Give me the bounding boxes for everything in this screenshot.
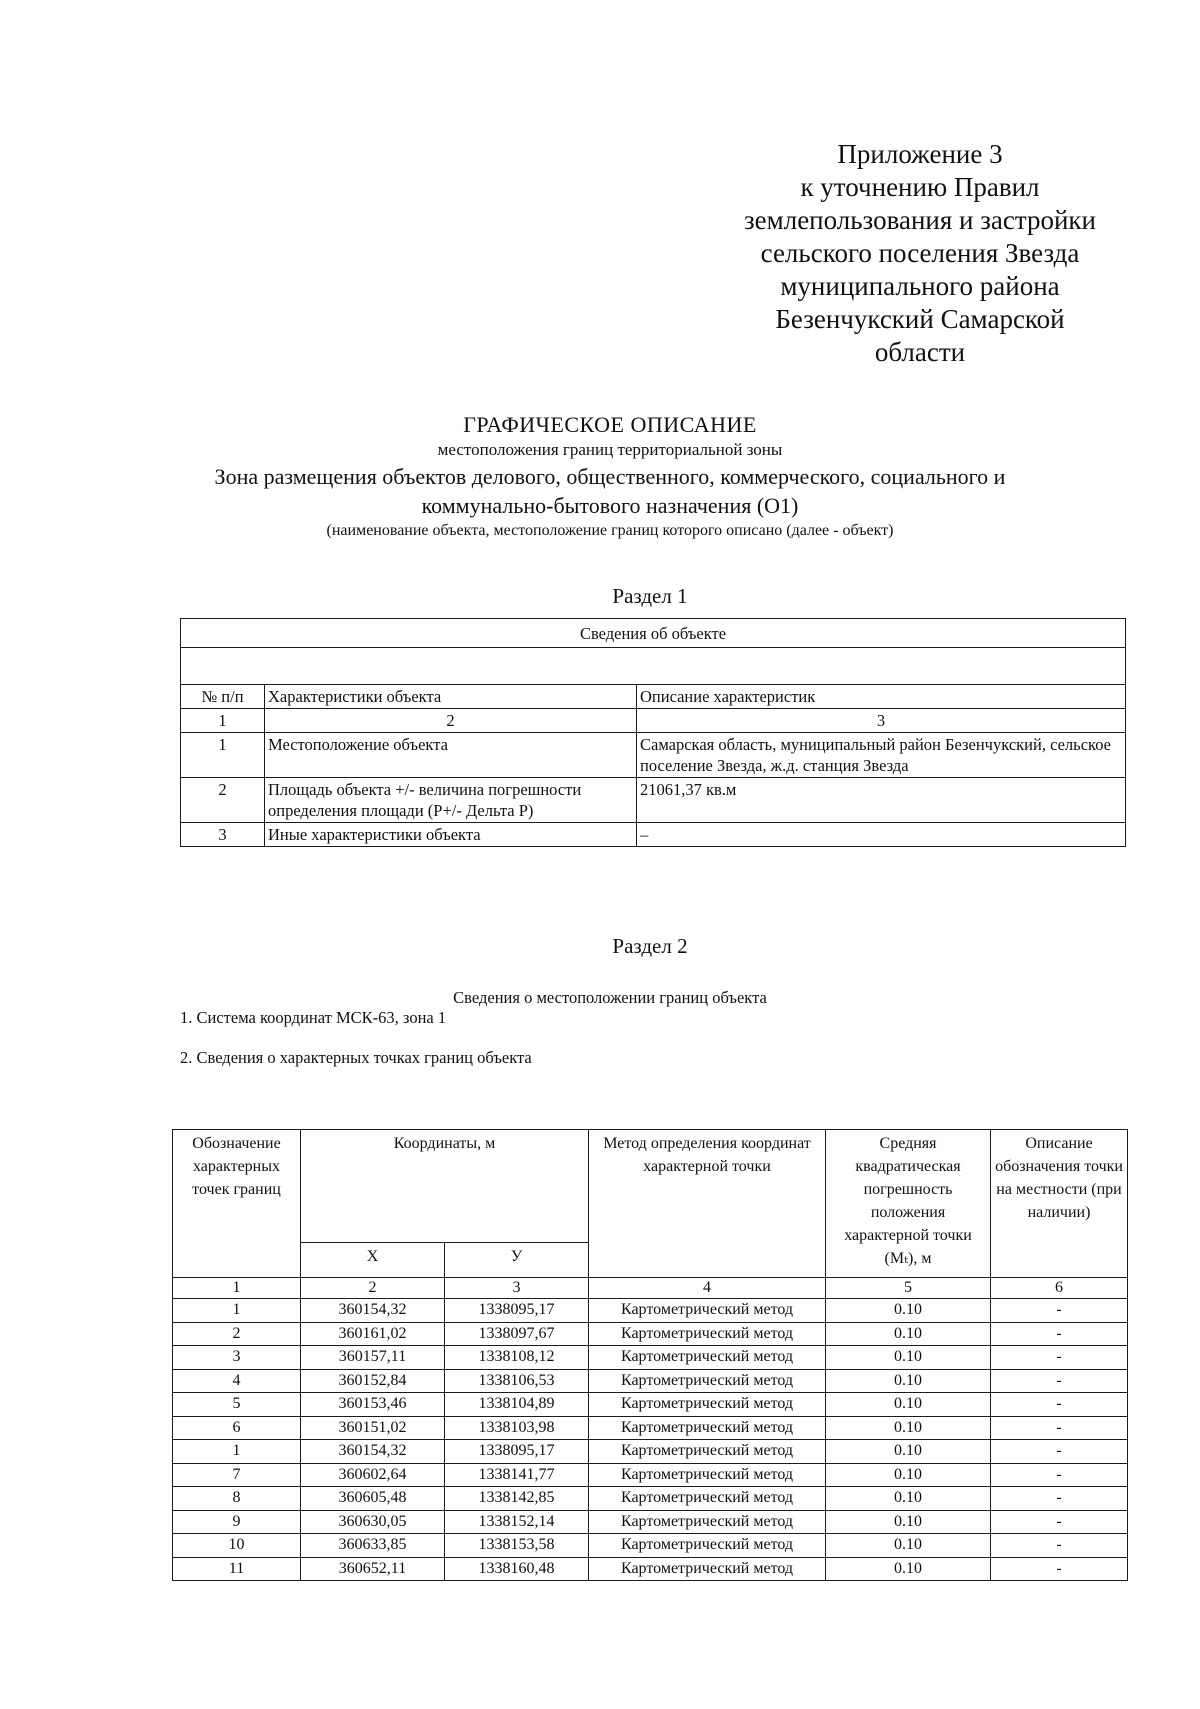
- table-row: [173, 1369, 1128, 1393]
- point-header: Обозначение характерных точек границ: [173, 1130, 301, 1278]
- column-number: 5: [826, 1278, 991, 1299]
- y-coordinate: 1338104,89: [445, 1393, 589, 1417]
- point-name: 10: [173, 1534, 301, 1558]
- empty-cell: [181, 648, 1126, 685]
- description-value: -: [991, 1534, 1128, 1558]
- method-value: Картометрический метод: [589, 1369, 826, 1393]
- row-number: 2: [181, 778, 265, 823]
- section-2-heading: Сведения о местоположении границ объекта: [453, 988, 767, 1007]
- boundary-points-table: [172, 1129, 1128, 1581]
- appendix-line: Приложение 3: [837, 139, 1003, 169]
- column-number: 1: [181, 709, 265, 733]
- description-value: -: [991, 1557, 1128, 1581]
- error-value: 0.10: [826, 1322, 991, 1346]
- description-value: -: [991, 1393, 1128, 1417]
- y-coordinate: 1338106,53: [445, 1369, 589, 1393]
- point-name: 6: [173, 1416, 301, 1440]
- method-value: Картометрический метод: [589, 1322, 826, 1346]
- coordinate-system: 1. Система координат МСК-63, зона 1: [180, 1008, 447, 1027]
- point-name: 4: [173, 1369, 301, 1393]
- zone-name-line-2: коммунально-бытового назначения (О1): [421, 493, 799, 518]
- characteristic-name: Иные характеристики объекта: [265, 823, 637, 847]
- appendix-line: области: [874, 337, 966, 367]
- table-row: [173, 1299, 1128, 1323]
- object-info-table: [180, 618, 1126, 847]
- table-row: [173, 1463, 1128, 1487]
- error-value: 0.10: [826, 1510, 991, 1534]
- y-coordinate: 1338141,77: [445, 1463, 589, 1487]
- y-header: У: [445, 1243, 589, 1278]
- column-number: 2: [265, 709, 637, 733]
- description-value: -: [991, 1299, 1128, 1323]
- table-row: [173, 1487, 1128, 1511]
- table-row: [173, 1440, 1128, 1464]
- appendix-line: Безенчукский Самарской: [775, 304, 1065, 334]
- table-row: [181, 823, 1126, 847]
- coordinates-header: Координаты, м: [301, 1130, 589, 1243]
- y-coordinate: 1338108,12: [445, 1346, 589, 1370]
- description-value: -: [991, 1487, 1128, 1511]
- appendix-header: [720, 138, 1120, 369]
- table-title-row: [181, 619, 1126, 648]
- point-name: 9: [173, 1510, 301, 1534]
- error-value: 0.10: [826, 1440, 991, 1464]
- column-number-row: [181, 709, 1126, 733]
- table-row: [173, 1346, 1128, 1370]
- appendix-line: к уточнению Правил: [800, 172, 1040, 202]
- error-value: 0.10: [826, 1393, 991, 1417]
- x-coordinate: 360153,46: [301, 1393, 445, 1417]
- table-row: [173, 1393, 1128, 1417]
- zone-name-line-1: Зона размещения объектов делового, общественного, коммерческого, социального и: [214, 464, 1006, 489]
- table-row: [173, 1510, 1128, 1534]
- appendix-line: сельского поселения Звезда: [760, 238, 1080, 268]
- description-value: -: [991, 1346, 1128, 1370]
- column-number: 6: [991, 1278, 1128, 1299]
- characteristic-value: Самарская область, муниципальный район Безенчукский, сельское поселение Звезда, ж.д. станция Звезда: [637, 733, 1126, 778]
- point-name: 3: [173, 1346, 301, 1370]
- point-name: 2: [173, 1322, 301, 1346]
- boundary-points-caption: 2. Сведения о характерных точках границ объекта: [180, 1048, 532, 1067]
- y-coordinate: 1338097,67: [445, 1322, 589, 1346]
- point-name: 5: [173, 1393, 301, 1417]
- description-value: -: [991, 1510, 1128, 1534]
- error-value: 0.10: [826, 1463, 991, 1487]
- document-title-block: [180, 412, 1040, 542]
- section-1-label: Раздел 1: [612, 584, 688, 608]
- method-value: Картометрический метод: [589, 1557, 826, 1581]
- method-value: Картометрический метод: [589, 1440, 826, 1464]
- x-coordinate: 360652,11: [301, 1557, 445, 1581]
- x-header: X: [301, 1243, 445, 1278]
- description-value: -: [991, 1463, 1128, 1487]
- method-header: Метод определения координат характерной точки: [589, 1130, 826, 1278]
- column-header: Описание характеристик: [637, 685, 1126, 709]
- column-number: 4: [589, 1278, 826, 1299]
- method-value: Картометрический метод: [589, 1299, 826, 1323]
- column-number: 3: [637, 709, 1126, 733]
- x-coordinate: 360157,11: [301, 1346, 445, 1370]
- description-value: -: [991, 1416, 1128, 1440]
- x-coordinate: 360605,48: [301, 1487, 445, 1511]
- document-subtitle: местоположения границ территориальной зоны: [437, 440, 783, 459]
- x-coordinate: 360633,85: [301, 1534, 445, 1558]
- column-number: 1: [173, 1278, 301, 1299]
- column-number-row: [173, 1278, 1128, 1299]
- method-value: Картометрический метод: [589, 1487, 826, 1511]
- characteristic-name: Площадь объекта +/- величина погрешности определения площади (Р+/- Дельта Р): [265, 778, 637, 823]
- description-header: Описание обозначения точки на местности (при наличии): [991, 1130, 1128, 1278]
- table-row: [173, 1416, 1128, 1440]
- table-header-row: [173, 1130, 1128, 1243]
- y-coordinate: 1338153,58: [445, 1534, 589, 1558]
- point-name: 1: [173, 1440, 301, 1464]
- point-name: 1: [173, 1299, 301, 1323]
- appendix-line: землепользования и застройки: [743, 205, 1096, 235]
- object-info-title: Сведения об объекте: [181, 619, 1126, 648]
- method-value: Картометрический метод: [589, 1534, 826, 1558]
- error-value: 0.10: [826, 1346, 991, 1370]
- error-value: 0.10: [826, 1299, 991, 1323]
- characteristic-name: Местоположение объекта: [265, 733, 637, 778]
- error-value: 0.10: [826, 1487, 991, 1511]
- column-header: № п/п: [181, 685, 265, 709]
- error-header: Средняя квадратическая погрешность положения характерной точки (Mₜ), м: [826, 1130, 991, 1278]
- table-row: [173, 1534, 1128, 1558]
- point-name: 8: [173, 1487, 301, 1511]
- characteristic-value: –: [637, 823, 1126, 847]
- method-value: Картометрический метод: [589, 1346, 826, 1370]
- x-coordinate: 360602,64: [301, 1463, 445, 1487]
- method-value: Картометрический метод: [589, 1393, 826, 1417]
- error-value: 0.10: [826, 1557, 991, 1581]
- column-header: Характеристики объекта: [265, 685, 637, 709]
- point-name: 11: [173, 1557, 301, 1581]
- description-value: -: [991, 1369, 1128, 1393]
- x-coordinate: 360630,05: [301, 1510, 445, 1534]
- x-coordinate: 360151,02: [301, 1416, 445, 1440]
- method-value: Картометрический метод: [589, 1510, 826, 1534]
- points-body: [173, 1299, 1128, 1581]
- characteristic-value: 21061,37 кв.м: [637, 778, 1126, 823]
- description-value: -: [991, 1440, 1128, 1464]
- zone-name-note: (наименование объекта, местоположение границ которого описано (далее - объект): [326, 522, 894, 539]
- point-name: 7: [173, 1463, 301, 1487]
- error-value: 0.10: [826, 1369, 991, 1393]
- error-value: 0.10: [826, 1416, 991, 1440]
- row-number: 3: [181, 823, 265, 847]
- method-value: Картометрический метод: [589, 1416, 826, 1440]
- x-coordinate: 360161,02: [301, 1322, 445, 1346]
- x-coordinate: 360154,32: [301, 1299, 445, 1323]
- x-coordinate: 360154,32: [301, 1440, 445, 1464]
- y-coordinate: 1338095,17: [445, 1299, 589, 1323]
- description-value: -: [991, 1322, 1128, 1346]
- method-value: Картометрический метод: [589, 1463, 826, 1487]
- y-coordinate: 1338103,98: [445, 1416, 589, 1440]
- error-value: 0.10: [826, 1534, 991, 1558]
- row-number: 1: [181, 733, 265, 778]
- x-coordinate: 360152,84: [301, 1369, 445, 1393]
- table-header-row: [181, 685, 1126, 709]
- y-coordinate: 1338152,14: [445, 1510, 589, 1534]
- y-coordinate: 1338160,48: [445, 1557, 589, 1581]
- section-2-label: Раздел 2: [612, 934, 688, 958]
- column-number: 3: [445, 1278, 589, 1299]
- empty-row: [181, 648, 1126, 685]
- y-coordinate: 1338142,85: [445, 1487, 589, 1511]
- table-row: [173, 1557, 1128, 1581]
- y-coordinate: 1338095,17: [445, 1440, 589, 1464]
- table-row: [173, 1322, 1128, 1346]
- document-title: ГРАФИЧЕСКОЕ ОПИСАНИЕ: [463, 412, 757, 437]
- appendix-line: муниципального района: [780, 271, 1060, 301]
- table-row: [181, 733, 1126, 778]
- column-number: 2: [301, 1278, 445, 1299]
- table-row: [181, 778, 1126, 823]
